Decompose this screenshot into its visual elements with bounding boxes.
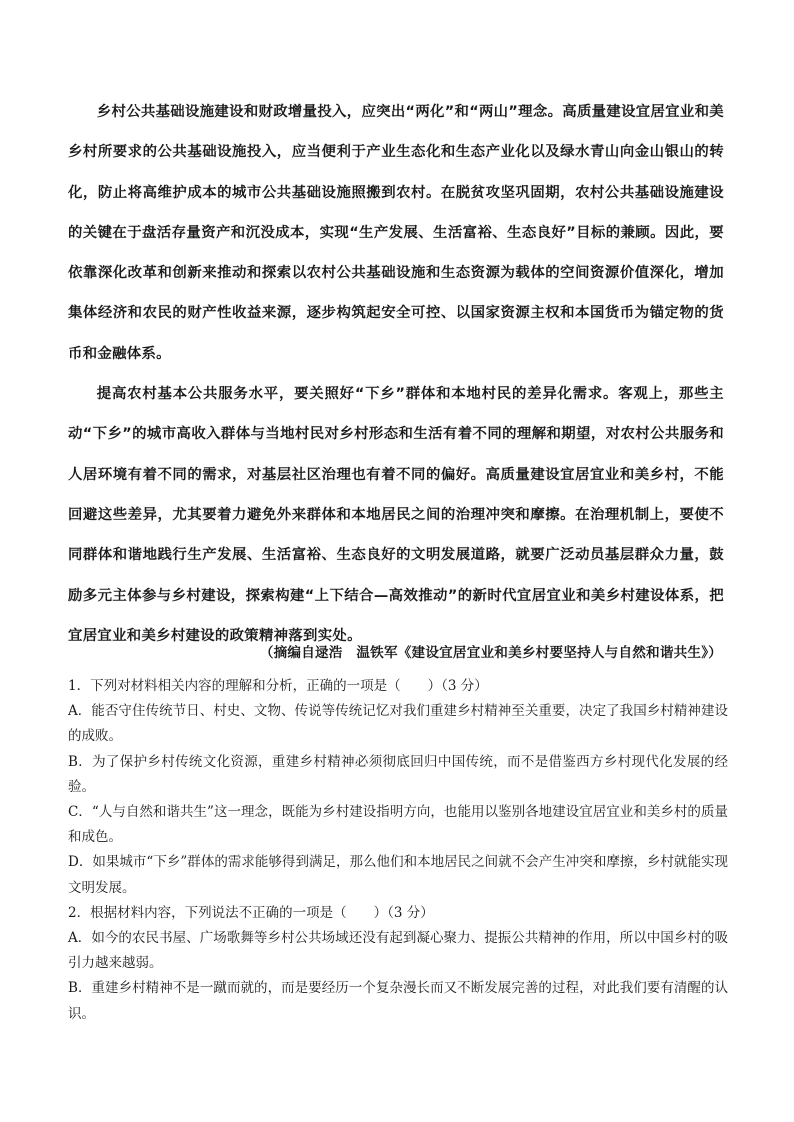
question-stem: 2．根据材料内容，下列说法不正确的一项是（ ）（3 分） xyxy=(68,904,434,921)
option-b: B．为了保护乡村传统文化资源，重建乡村精神必须彻底回归中国传统，而不是借鉴西方乡村现代化发展的经验。 xyxy=(68,753,728,795)
reading-passage xyxy=(68,92,724,656)
question-list xyxy=(68,674,728,1027)
passage-source: （摘编自逯浩 温铁军《建设宜居宜业和美乡村要坚持人与自然和谐共生》） xyxy=(259,645,722,661)
passage-paragraph-2: 提高农村基本公共服务水平，要关照好“下乡”群体和本地村民的差异化需求。客观上，那些主动“下乡”的城市高收入群体与当地村民对乡村形态和生活有着不同的理解和期望，对农村公共服务和人居环境有着不同的需求，对基层社区治理也有着不同的偏好。高质量建设宜居宜业和美乡村，不能回避这些差异，尤其要着力避免外来群体和本地居民之间的治理冲突和摩擦。在治理机制上，要使不同群体和谐地践行生产发展、生活富裕、生态良好的文明发展道路，就要广泛动员基层群众力量，鼓励多元主体参与乡村建设，探索构建“上下结合—高效推动”的新时代宜居宜业和美乡村建设体系，把宜居宜业和美乡村建设的政策精神落到实处。 xyxy=(68,386,724,644)
option-a: A．如今的农民书屋、广场歌舞等乡村公共场域还没有起到凝心聚力、提振公共精神的作用，所以中国乡村的吸引力越来越弱。 xyxy=(68,930,728,972)
option-b: B．重建乡村精神不是一蹴而就的，而是要经历一个复杂漫长而又不断发展完善的过程，对此我们要有清醒的认识。 xyxy=(68,980,728,1022)
passage-paragraph-1: 乡村公共基础设施建设和财政增量投入，应突出“两化”和“两山”理念。高质量建设宜居宜业和美乡村所要求的公共基础设施投入，应当便利于产业生态化和生态产业化以及绿水青山向金山银山的转化，防止将高维护成本的城市公共基础设施照搬到农村。在脱贫攻坚巩固期，农村公共基础设施建设的关键在于盘活存量资产和沉没成本，实现“生产发展、生活富裕、生态良好”目标的兼顾。因此，要依靠深化改革和创新来推动和探索以农村公共基础设施和生态资源为载体的空间资源价值深化，增加集体经济和农民的财产性收益来源，逐步构筑起安全可控、以国家资源主权和本国货币为锚定物的货币和金融体系。 xyxy=(68,104,724,362)
question-2 xyxy=(68,901,728,1027)
question-1 xyxy=(68,674,728,901)
option-a: A．能否守住传统节日、村史、文物、传说等传统记忆对我们重建乡村精神至关重要，决定了我国乡村精神建设的成败。 xyxy=(68,703,728,745)
question-stem: 1．下列对材料相关内容的理解和分析，正确的一项是（ ）（3 分） xyxy=(68,678,488,694)
option-d: D．如果城市“下乡”群体的需求能够得到满足，那么他们和本地居民之间就不会产生冲突和摩擦，乡村就能实现文明发展。 xyxy=(68,854,728,896)
option-c: C．“人与自然和谐共生”这一理念，既能为乡村建设指明方向，也能用以鉴别各地建设宜居宜业和美乡村的质量和成色。 xyxy=(68,804,728,846)
